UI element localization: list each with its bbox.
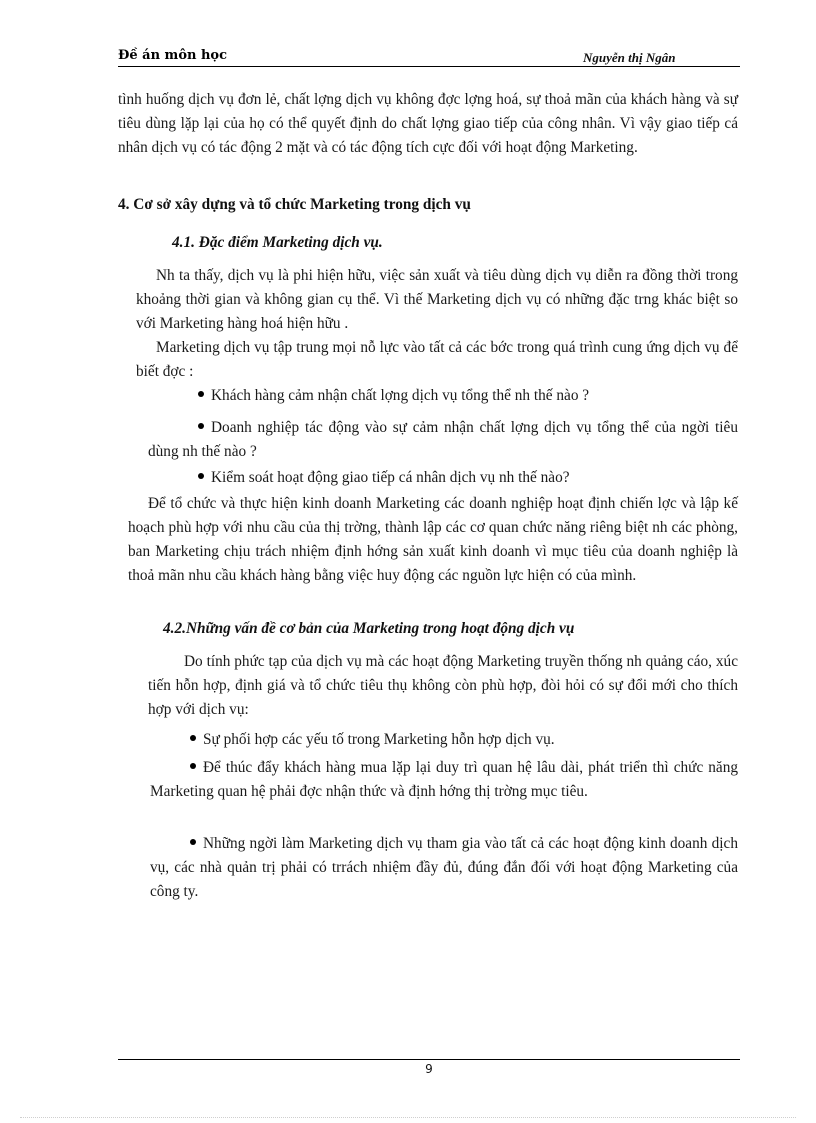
footer-rule bbox=[118, 1059, 740, 1060]
paragraph-4-2-a: Do tính phức tạp của dịch vụ mà các hoạt động Marketing truyền thống nh quảng cáo, xúc tiến hỗn hợp, định giá và tổ chức tiêu thụ không còn phù hợp, đòi hỏi có sự đổi mới cho thích hợp với dịch vụ: bbox=[148, 653, 738, 718]
bullet-dot-icon bbox=[198, 423, 204, 429]
paragraph-4-1-b: Marketing dịch vụ tập trung mọi nỗ lực vào tất cả các bớc trong quá trình cung ứng dịch vụ để biết đợc : bbox=[136, 339, 738, 380]
bullet-dot-icon bbox=[190, 839, 196, 845]
bullet-text: Kiểm soát hoạt động giao tiếp cá nhân dịch vụ nh thế nào? bbox=[211, 469, 570, 486]
header-author: Nguyễn thị Ngân bbox=[583, 50, 676, 65]
section-4-2-heading: 4.2.Những vấn đề cơ bản của Marketing trong hoạt động dịch vụ bbox=[163, 620, 575, 637]
bullet-text: Doanh nghiệp tác động vào sự cảm nhận chất lợng dịch vụ tổng thể của ngời tiêu dùng nh thế nào ? bbox=[148, 419, 738, 460]
bullet-dot-icon bbox=[198, 473, 204, 479]
header-rule bbox=[118, 66, 740, 67]
bullet-text: Khách hàng cảm nhận chất lợng dịch vụ tổng thể nh thế nào ? bbox=[211, 387, 590, 404]
header-left-title: Đề án môn học bbox=[118, 48, 228, 63]
bullet-4-2-2 bbox=[150, 756, 738, 804]
paragraph-4-1-c: Để tổ chức và thực hiện kinh doanh Marketing các doanh nghiệp hoạt định chiến lợc và lập kế hoạch phù hợp với nhu cầu của thị trờng, thành lập các cơ quan chức năng riêng biệt nh các phòng, ban Marketing chịu trách nhiệm định hớng sản xuất kinh doanh vì mục tiêu của doanh nghiệp là thoả mãn nhu cầu khách hàng bằng việc huy động các nguồn lực hiện có của mình. bbox=[128, 495, 738, 584]
bullet-4-2-1 bbox=[190, 728, 738, 752]
section-4-heading: 4. Cơ sở xây dựng và tổ chức Marketing trong dịch vụ bbox=[118, 196, 471, 213]
bullet-text: Để thúc đẩy khách hàng mua lặp lại duy trì quan hệ lâu dài, phát triển thì chức năng Marketing quan hệ phải đợc nhận thức và định hớng thị trờng mục tiêu. bbox=[150, 759, 738, 800]
bullet-text: Những ngời làm Marketing dịch vụ tham gia vào tất cả các hoạt động kinh doanh dịch vụ, các nhà quản trị phải có trrách nhiệm đầy đủ, đúng đắn đối với hoạt động Marketing của công ty. bbox=[150, 835, 738, 900]
page-number: 9 bbox=[425, 1062, 433, 1076]
bullet-dot-icon bbox=[190, 735, 196, 741]
bullet-text: Sự phối hợp các yếu tố trong Marketing hỗn hợp dịch vụ. bbox=[203, 731, 555, 748]
page-bottom-dotted-border bbox=[20, 1117, 796, 1118]
bullet-4-1-1 bbox=[198, 384, 738, 408]
bullet-4-2-3 bbox=[150, 832, 738, 904]
section-4-1-heading: 4.1. Đặc điểm Marketing dịch vụ. bbox=[172, 234, 383, 251]
bullet-dot-icon bbox=[198, 391, 204, 397]
bullet-4-1-3 bbox=[198, 466, 738, 490]
paragraph-intro: tình huống dịch vụ đơn lẻ, chất lợng dịch vụ không đợc lợng hoá, sự thoả mãn của khách hàng và sự tiêu dùng lặp lại của họ có thể quyết định do chất lợng giao tiếp của công nhân. Vì vậy giao tiếp cá nhân dịch vụ có tác động 2 mặt và có tác động tích cực đối với hoạt động Marketing. bbox=[118, 91, 738, 156]
bullet-dot-icon bbox=[190, 763, 196, 769]
bullet-4-1-2 bbox=[148, 416, 738, 464]
paragraph-4-1-a: Nh ta thấy, dịch vụ là phi hiện hữu, việc sản xuất và tiêu dùng dịch vụ diễn ra đồng thời trong khoảng thời gian và không gian cụ thể. Vì thế Marketing dịch vụ có những đặc trng khác biệt so với Marketing hàng hoá hiện hữu . bbox=[136, 267, 738, 332]
